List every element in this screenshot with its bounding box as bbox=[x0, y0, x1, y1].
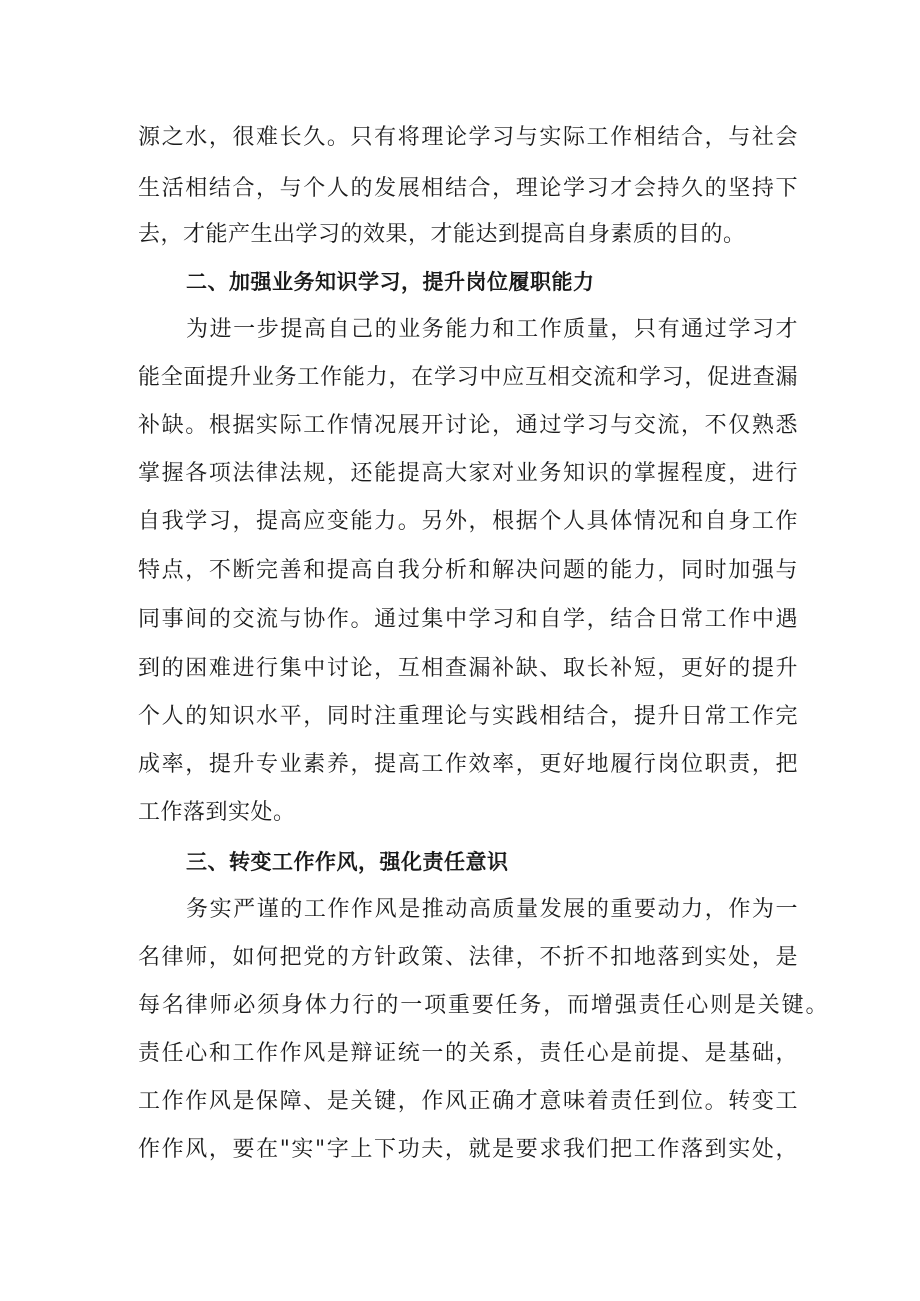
section-heading: 二、加强业务知识学习，提升岗位履职能力 bbox=[186, 270, 595, 294]
paragraph-line: 工作作风是保障、是关键，作风正确才意味着责任到位。转变工 bbox=[138, 1089, 798, 1114]
paragraph-line: 掌握各项法律法规，还能提高大家对业务知识的掌握程度，进行 bbox=[138, 461, 798, 486]
paragraph-line: 补缺。根据实际工作情况展开讨论，通过学习与交流，不仅熟悉 bbox=[138, 413, 798, 438]
paragraph-line: 工作落到实处。 bbox=[138, 800, 296, 825]
paragraph-line: 自我学习，提高应变能力。另外，根据个人具体情况和自身工作 bbox=[138, 509, 798, 534]
paragraph-line: 为进一步提高自己的业务能力和工作质量，只有通过学习才 bbox=[186, 317, 798, 342]
paragraph-line: 到的困难进行集中讨论，互相查漏补缺、取长补短，更好的提升 bbox=[138, 656, 798, 681]
paragraph-line: 责任心和工作作风是辩证统一的关系，责任心是前提、是基础， bbox=[138, 1041, 798, 1066]
paragraph-line: 同事间的交流与协作。通过集中学习和自学，结合日常工作中遇 bbox=[138, 607, 798, 632]
paragraph-line: 生活相结合，与个人的发展相结合，理论学习才会持久的坚持下 bbox=[138, 176, 798, 201]
paragraph-line: 个人的知识水平，同时注重理论与实践相结合，提升日常工作完 bbox=[138, 704, 798, 729]
paragraph-line: 源之水，很难长久。只有将理论学习与实际工作相结合，与社会 bbox=[138, 125, 798, 150]
paragraph-line: 成率，提升专业素养，提高工作效率，更好地履行岗位职责，把 bbox=[138, 752, 798, 777]
paragraph-line: 能全面提升业务工作能力，在学习中应互相交流和学习，促进查漏 bbox=[138, 365, 798, 390]
section-heading: 三、转变工作作风，强化责任意识 bbox=[186, 850, 509, 874]
paragraph-line: 特点，不断完善和提高自我分析和解决问题的能力，同时加强与 bbox=[138, 558, 798, 583]
paragraph-line: 名律师，如何把党的方针政策、法律，不折不扣地落到实处，是 bbox=[138, 945, 798, 970]
paragraph-line: 务实严谨的工作作风是推动高质量发展的重要动力，作为一 bbox=[186, 897, 798, 922]
paragraph-line: 作作风，要在"实"字上下功夫，就是要求我们把工作落到实处， bbox=[138, 1137, 798, 1162]
paragraph-line: 每名律师必须身体力行的一项重要任务，而增强责任心则是关键。 bbox=[138, 993, 828, 1018]
paragraph-line: 去，才能产生出学习的效果，才能达到提高自身素质的目的。 bbox=[138, 222, 746, 247]
